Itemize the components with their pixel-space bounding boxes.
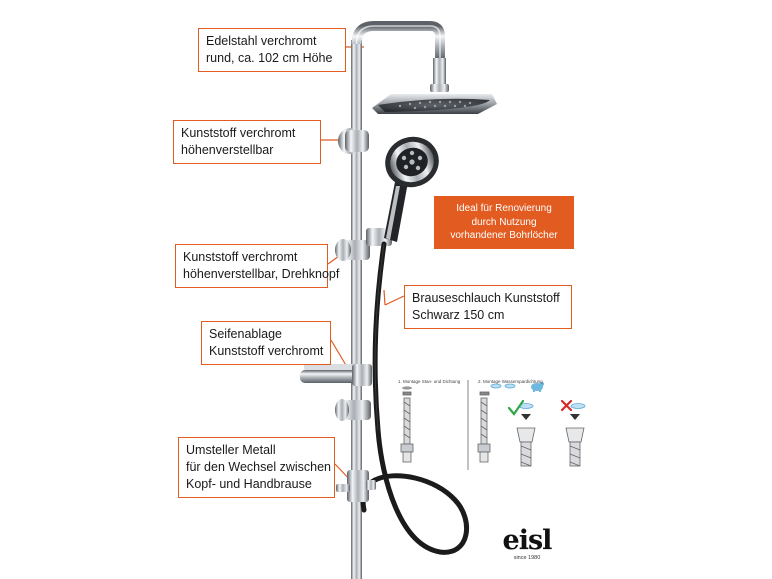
- soap-dish: [300, 364, 372, 386]
- label-line: Umsteller Metall: [186, 443, 276, 457]
- label-diverter: [178, 437, 335, 498]
- label-soap-dish: [201, 321, 331, 365]
- label-line: Kunststoff verchromt: [183, 250, 298, 264]
- label-line: Brauseschlauch Kunststoff: [412, 291, 560, 305]
- logo-since: since 1980: [513, 555, 541, 561]
- badge-line: durch Nutzung: [471, 216, 537, 228]
- installation-instructions: [401, 380, 585, 470]
- label-line: Kopf- und Handbrause: [186, 477, 312, 491]
- label-line: Seifenablage: [209, 327, 282, 341]
- rain-shower-head: [372, 94, 497, 114]
- label-line: Edelstahl verchromt: [206, 34, 317, 48]
- label-lower-holder: [175, 244, 340, 288]
- label-line: höhenverstellbar, Drehknopf: [183, 267, 340, 281]
- top-arm: [357, 26, 441, 60]
- wall-bracket: [335, 399, 371, 421]
- label-upper-holder: [173, 120, 321, 164]
- diverter: [336, 470, 376, 502]
- logo-wordmark: eisl: [502, 525, 552, 556]
- label-line: für den Wechsel zwischen: [186, 460, 331, 474]
- label-line: Kunststoff verchromt: [181, 126, 296, 140]
- label-line: rund, ca. 102 cm Höhe: [206, 51, 333, 65]
- label-line: Schwarz 150 cm: [412, 308, 505, 322]
- cross-icon: [562, 401, 571, 410]
- brand-logo: [497, 525, 557, 561]
- badge-line: Ideal für Renovierung: [456, 203, 552, 214]
- badge-line: vorhandener Bohrlöcher: [450, 230, 558, 241]
- renovation-badge: [434, 196, 574, 249]
- upper-holder: [338, 128, 369, 154]
- instruction-step-1: 1. Montage Stan- und Dichtung: [398, 379, 461, 384]
- label-stainless-steel: [198, 28, 346, 72]
- instruction-step-2: 2. Montage Wasserspardichtung: [478, 379, 543, 384]
- label-hose: [404, 285, 572, 329]
- label-line: höhenverstellbar: [181, 143, 274, 157]
- label-line: Kunststoff verchromt: [209, 344, 324, 358]
